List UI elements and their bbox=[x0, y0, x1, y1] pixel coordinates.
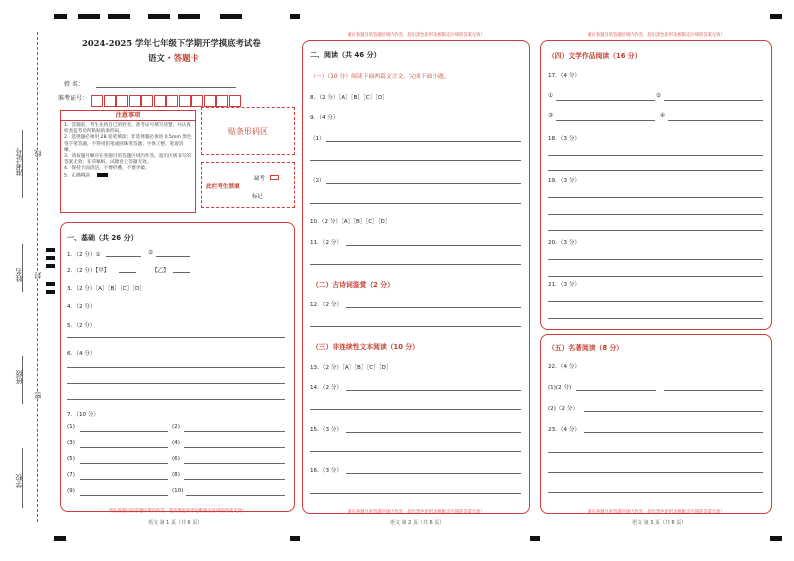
q23-answer-line[interactable] bbox=[548, 452, 763, 453]
side-class-line bbox=[22, 356, 23, 404]
q7-sub-label: (7) bbox=[67, 472, 75, 478]
q9-sub1-label: （1） bbox=[310, 136, 325, 142]
area-warning: 请在各题目的答题区域内作答，超出黑色矩形边框限定区域的答案无效！ bbox=[587, 33, 725, 38]
page-footer: 语文 第 1 页（共 6 页） bbox=[148, 520, 203, 526]
exam-no-cell[interactable] bbox=[129, 95, 141, 107]
q17-c3-line[interactable] bbox=[556, 120, 655, 121]
q7-sub-line[interactable] bbox=[184, 463, 285, 464]
exam-no-cell[interactable] bbox=[216, 95, 228, 107]
q13-label: 13．（2 分）［A］［B］［C］［D］ bbox=[310, 365, 392, 371]
q17-c2-line[interactable] bbox=[664, 100, 763, 101]
exam-no-cell[interactable] bbox=[116, 95, 128, 107]
registration-mark bbox=[46, 282, 55, 286]
q12-answer-line[interactable] bbox=[346, 307, 521, 308]
exam-no-cell[interactable] bbox=[204, 95, 216, 107]
registration-mark bbox=[770, 14, 782, 19]
side-name-label: 姓名 bbox=[15, 268, 23, 282]
side-line-label: 线 bbox=[34, 150, 42, 157]
side-exam-no-line bbox=[22, 130, 23, 198]
q10-label: 10.（2 分）［A］［B］［C］［D］ bbox=[310, 219, 391, 225]
q8-label: 8．（2 分）［A］［B］［C］［D］ bbox=[310, 95, 388, 101]
q20-label: 20．（3 分） bbox=[548, 240, 581, 246]
q6-label: 6．（4 分） bbox=[67, 351, 96, 357]
q7-sub-line[interactable] bbox=[80, 431, 168, 432]
q7-sub-label: (6) bbox=[172, 456, 180, 462]
q5-label: 5．（2 分） bbox=[67, 323, 96, 329]
registration-mark bbox=[54, 536, 66, 541]
q9-label: 9．（4 分） bbox=[310, 115, 339, 121]
q19-answer-line[interactable] bbox=[548, 197, 763, 198]
notice-title: 注意事项 bbox=[61, 111, 195, 121]
side-exam-no-label: 准考证号 bbox=[15, 148, 23, 176]
absent-text: 缺考 bbox=[254, 176, 265, 182]
side-secret-label: 密 bbox=[34, 392, 42, 399]
section-classics-title: （五）名著阅读（8 分） bbox=[548, 344, 624, 352]
q7-sub-label: (8) bbox=[172, 472, 180, 478]
q7-sub-line[interactable] bbox=[184, 431, 285, 432]
exam-no-cell[interactable] bbox=[166, 95, 178, 107]
q17-label: 17．（4 分） bbox=[548, 73, 581, 79]
q22a-answer-line[interactable] bbox=[576, 390, 656, 391]
area-warning: 请在各题目的答题区域内作答，超出黑色矩形边框限定区域的答案无效！ bbox=[587, 510, 725, 515]
q18-answer-line[interactable] bbox=[548, 155, 763, 156]
q6-answer-line[interactable] bbox=[67, 367, 285, 368]
q15-label: 15．（3 分） bbox=[310, 427, 343, 433]
q23-answer-line[interactable] bbox=[548, 472, 763, 473]
registration-mark bbox=[46, 264, 55, 268]
section-reading-title: 二、阅读（共 46 分） bbox=[310, 51, 381, 59]
q14-answer-line[interactable] bbox=[346, 390, 521, 391]
q7-sub-label: (10) bbox=[172, 488, 184, 494]
q5-answer-line[interactable] bbox=[67, 337, 285, 338]
section-classics-box bbox=[540, 334, 772, 514]
q9-sub1-line[interactable] bbox=[326, 141, 521, 142]
registration-mark bbox=[54, 14, 67, 19]
q19-answer-line[interactable] bbox=[548, 214, 763, 215]
q11-label: 11．（2 分） bbox=[310, 240, 343, 246]
q22b-answer-line[interactable] bbox=[584, 411, 763, 412]
subject-label: 语文 bbox=[148, 53, 165, 63]
name-field[interactable] bbox=[96, 87, 236, 88]
q1b-answer-line[interactable] bbox=[156, 256, 190, 257]
registration-mark bbox=[46, 248, 55, 252]
part3-title: （三）非连续性文本阅读（10 分） bbox=[312, 343, 419, 351]
q17-c1-line[interactable] bbox=[556, 100, 655, 101]
card-subtitle bbox=[148, 52, 199, 64]
registration-mark bbox=[290, 14, 300, 19]
barcode-label: 贴条形码区 bbox=[228, 126, 268, 136]
q1-answer-line[interactable] bbox=[106, 256, 141, 257]
q11-answer-line[interactable] bbox=[310, 264, 521, 265]
q1-label: 1．（2 分）① bbox=[67, 252, 101, 258]
exam-no-cell[interactable] bbox=[154, 95, 166, 107]
q18-answer-line[interactable] bbox=[548, 170, 763, 171]
q20-answer-line[interactable] bbox=[548, 259, 763, 260]
registration-mark bbox=[178, 14, 200, 19]
q23-answer-line[interactable] bbox=[584, 432, 763, 433]
absent-box bbox=[201, 162, 295, 208]
q21-answer-line[interactable] bbox=[548, 318, 763, 319]
q7-sub-line[interactable] bbox=[80, 447, 168, 448]
q17-c3-label: ③ bbox=[548, 113, 554, 119]
exam-title: 2024-2025 学年七年级下学期开学摸底考试卷 bbox=[82, 38, 261, 48]
q12-label: 12．（2 分） bbox=[310, 302, 343, 308]
area-warning: 请在各题目的答题区域内作答，超出黑色矩形边框限定区域的答案无效！ bbox=[347, 510, 485, 515]
subtitle-separator: · bbox=[167, 53, 171, 63]
q2-label: 2．（2 分）【甲】 bbox=[67, 268, 110, 274]
q6-answer-line[interactable] bbox=[67, 399, 285, 400]
q22-label: 22．（4 分） bbox=[548, 364, 581, 370]
q17-c4-line[interactable] bbox=[668, 120, 763, 121]
registration-mark bbox=[530, 536, 540, 541]
q18-label: 18．（3 分） bbox=[548, 136, 581, 142]
q23-label: 23．（4 分） bbox=[548, 427, 581, 433]
part2-title: （二）古诗词鉴赏（2 分） bbox=[312, 281, 394, 289]
side-class-label: 班级 bbox=[15, 370, 23, 384]
registration-mark bbox=[46, 290, 55, 294]
q7-sub-label: (3) bbox=[67, 440, 75, 446]
page-footer: 语文 第 3 页（共 6 页） bbox=[632, 520, 687, 526]
q7-sub-line[interactable] bbox=[184, 479, 285, 480]
q21-answer-line[interactable] bbox=[548, 301, 763, 302]
q7-sub-label: (4) bbox=[172, 440, 180, 446]
registration-mark bbox=[220, 14, 242, 19]
q1b-label: ② bbox=[148, 250, 154, 256]
area-warning: 请在各题目的答题区域内作答，超出黑色矩形边框限定区域的答案无效！ bbox=[108, 509, 247, 514]
side-school-line bbox=[22, 448, 23, 508]
q22a-answer-line[interactable] bbox=[664, 390, 763, 391]
q7-sub-line[interactable] bbox=[80, 495, 168, 496]
exam-no-cell[interactable] bbox=[191, 95, 203, 107]
notice-item: 5．正确填涂 bbox=[64, 173, 90, 179]
q11-answer-line[interactable] bbox=[346, 245, 521, 246]
name-label: 姓 名： bbox=[64, 81, 84, 88]
q16-answer-line[interactable] bbox=[346, 473, 521, 474]
section-reading-box bbox=[302, 40, 530, 514]
exam-no-cell[interactable] bbox=[104, 95, 116, 107]
area-warning: 请在各题目的答题区域内作答，超出黑色矩形边框限定区域的答案无效！ bbox=[347, 33, 485, 38]
section-literature-title: （四）文学作品阅读（16 分） bbox=[548, 52, 642, 60]
side-name-line bbox=[22, 244, 23, 292]
registration-mark bbox=[770, 536, 782, 541]
exam-no-label: 准考证号： bbox=[58, 95, 89, 102]
q2b-answer-line[interactable] bbox=[173, 272, 190, 273]
registration-mark bbox=[46, 256, 55, 260]
page-footer: 语文 第 2 页（共 6 页） bbox=[390, 520, 445, 526]
q7-sub-line[interactable] bbox=[186, 495, 285, 496]
registration-mark bbox=[148, 14, 170, 19]
section-basic-title: 一、基础（共 26 分） bbox=[67, 234, 138, 242]
barcode-area bbox=[201, 107, 295, 155]
registration-mark bbox=[108, 14, 130, 19]
mark-text: 标记 bbox=[252, 194, 263, 200]
q7-sub-line[interactable] bbox=[184, 447, 285, 448]
q7-sub-label: (9) bbox=[67, 488, 75, 494]
answer-card-label: 答题卡 bbox=[173, 53, 199, 63]
notice-item: 2．选择题必须用 2B 铅笔填涂；非选择题必须用 0.5mm 黑色签字笔答题，不得用铅笔或圆珠笔答题；字体工整、笔迹清晰。 bbox=[64, 135, 192, 153]
part1-title: （一）（10 分）阅读下面两篇文言文，完成下面小题。 bbox=[310, 74, 450, 80]
q7-sub-line[interactable] bbox=[80, 463, 168, 464]
notice-item: 3．请按题号顺序在各题目的答题区域内作答，超出区域书写的答案无效；在草稿纸、试题卷上答题无效。 bbox=[64, 154, 191, 166]
q19-answer-line[interactable] bbox=[548, 230, 763, 231]
q16-label: 16．（3 分） bbox=[310, 468, 343, 474]
q9-sub1-line[interactable] bbox=[310, 160, 521, 161]
registration-mark bbox=[290, 536, 300, 541]
q15-answer-line[interactable] bbox=[310, 451, 521, 452]
q7-sub-label: (2) bbox=[172, 424, 180, 430]
q14-answer-line[interactable] bbox=[310, 409, 521, 410]
q14-label: 14．（2 分） bbox=[310, 385, 343, 391]
q7-label: 7．（10 分） bbox=[67, 412, 100, 418]
q23-answer-line[interactable] bbox=[548, 492, 763, 493]
fill-sample bbox=[97, 173, 108, 177]
q9-sub2-line[interactable] bbox=[310, 203, 521, 204]
q17-c4-label: ④ bbox=[660, 113, 666, 119]
notice-item: 4．保持卡面清洁，不要折叠、不要弄破。 bbox=[64, 166, 150, 172]
q22b-label: (2)（2 分） bbox=[548, 406, 579, 412]
q2b-label: 【乙】 bbox=[152, 268, 169, 274]
q9-sub2-line[interactable] bbox=[326, 183, 521, 184]
side-school-label: 学校 bbox=[15, 474, 23, 488]
q16-answer-line[interactable] bbox=[310, 493, 521, 494]
absent-checkbox[interactable] bbox=[270, 175, 279, 180]
q6-answer-line[interactable] bbox=[67, 383, 285, 384]
q2-answer-line[interactable] bbox=[119, 272, 136, 273]
q12-answer-line[interactable] bbox=[310, 326, 521, 327]
registration-mark bbox=[78, 14, 100, 19]
q15-answer-line[interactable] bbox=[346, 432, 521, 433]
q17-c1-label: ① bbox=[548, 93, 554, 99]
exam-no-cell[interactable] bbox=[179, 95, 191, 107]
notice-item: 1．答题前，考生先将自己的姓名，准考证号填写清楚，并认真检查监考员所粘贴的条形码。 bbox=[64, 123, 191, 135]
q7-sub-line[interactable] bbox=[80, 479, 168, 480]
q17-c2-label: ② bbox=[656, 93, 662, 99]
q7-sub-label: (1) bbox=[67, 424, 75, 430]
q21-label: 21．（3 分） bbox=[548, 282, 581, 288]
q7-sub-label: (5) bbox=[67, 456, 75, 462]
q9-sub2-label: （2） bbox=[310, 178, 325, 184]
q20-answer-line[interactable] bbox=[548, 276, 763, 277]
q19-label: 19．（3 分） bbox=[548, 178, 581, 184]
q22a-label: (1)(2 分) bbox=[548, 385, 572, 391]
q3-label: 3．（2 分）［A］［B］［C］［D］ bbox=[67, 286, 145, 292]
notice-box bbox=[60, 110, 196, 213]
exam-no-cell[interactable] bbox=[91, 95, 103, 107]
q4-label: 4．（2 分） bbox=[67, 304, 96, 310]
exam-no-cell[interactable] bbox=[141, 95, 153, 107]
side-seal-label: 封 bbox=[34, 272, 42, 279]
absent-title: 此栏考生禁填 bbox=[206, 184, 240, 190]
exam-no-cell[interactable] bbox=[229, 95, 241, 107]
